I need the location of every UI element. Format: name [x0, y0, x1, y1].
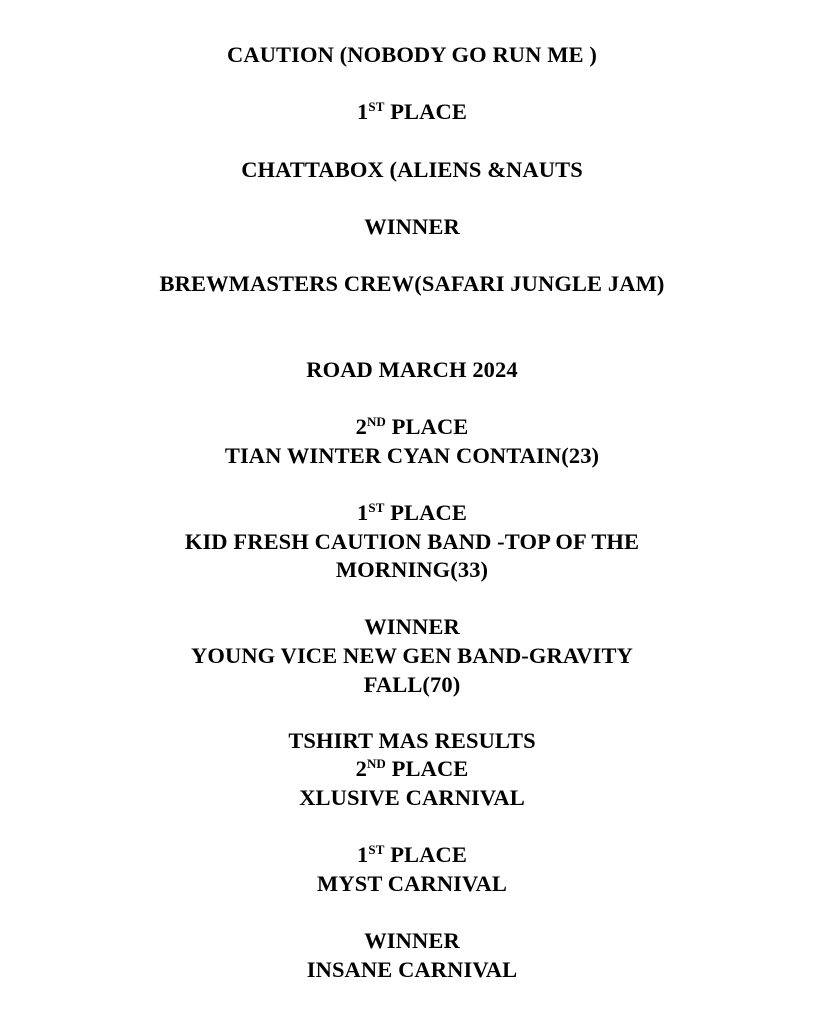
tshirt-mas-heading: TSHIRT MAS RESULTS: [288, 728, 536, 753]
place-label: PLACE: [384, 99, 467, 124]
ordinal-number: 1: [357, 99, 369, 124]
road-march-heading: ROAD MARCH 2024: [306, 357, 518, 382]
tshirt-winner-entry: INSANE CARNIVAL: [306, 957, 518, 982]
tshirt-second-place-entry: XLUSIVE CARNIVAL: [299, 785, 525, 810]
road-march-first-place-entry-line-1: KID FRESH CAUTION BAND -TOP OF THE: [184, 529, 640, 554]
place-label: PLACE: [385, 756, 469, 781]
road-march-second-place-heading: [0, 414, 824, 440]
ordinal-number: 1: [357, 500, 369, 525]
road-march-first-place-heading: [0, 500, 824, 526]
road-march-winner-entry-line-2: FALL(70): [363, 672, 461, 697]
caution-heading: CAUTION (NOBODY GO RUN ME ): [227, 42, 597, 67]
ordinal-suffix: ST: [368, 842, 385, 857]
ordinal-number: 2: [355, 414, 367, 439]
ordinal-number: 2: [355, 756, 367, 781]
place-label: PLACE: [384, 842, 467, 867]
ordinal-suffix: ST: [368, 500, 385, 515]
first-place-entry: CHATTABOX (ALIENS &NAUTS: [241, 157, 583, 182]
place-label: PLACE: [385, 414, 469, 439]
road-march-second-place-entry: TIAN WINTER CYAN CONTAIN(23): [224, 443, 600, 468]
ordinal-suffix: ND: [366, 756, 386, 771]
tshirt-winner-heading: WINNER: [364, 928, 460, 953]
ordinal-number: 1: [357, 842, 369, 867]
ordinal-suffix: ND: [366, 414, 386, 429]
tshirt-first-place-heading: [0, 842, 824, 868]
winner-heading: WINNER: [364, 214, 460, 239]
place-label: PLACE: [384, 500, 467, 525]
winner-entry: BREWMASTERS CREW(SAFARI JUNGLE JAM): [159, 271, 665, 296]
tshirt-second-place-heading: [0, 756, 824, 782]
first-place-heading: [0, 99, 824, 125]
road-march-winner-entry-line-1: YOUNG VICE NEW GEN BAND-GRAVITY: [191, 643, 633, 668]
road-march-winner-heading: WINNER: [364, 614, 460, 639]
tshirt-first-place-entry: MYST CARNIVAL: [317, 871, 507, 896]
road-march-first-place-entry-line-2: MORNING(33): [335, 557, 489, 582]
ordinal-suffix: ST: [368, 99, 385, 114]
